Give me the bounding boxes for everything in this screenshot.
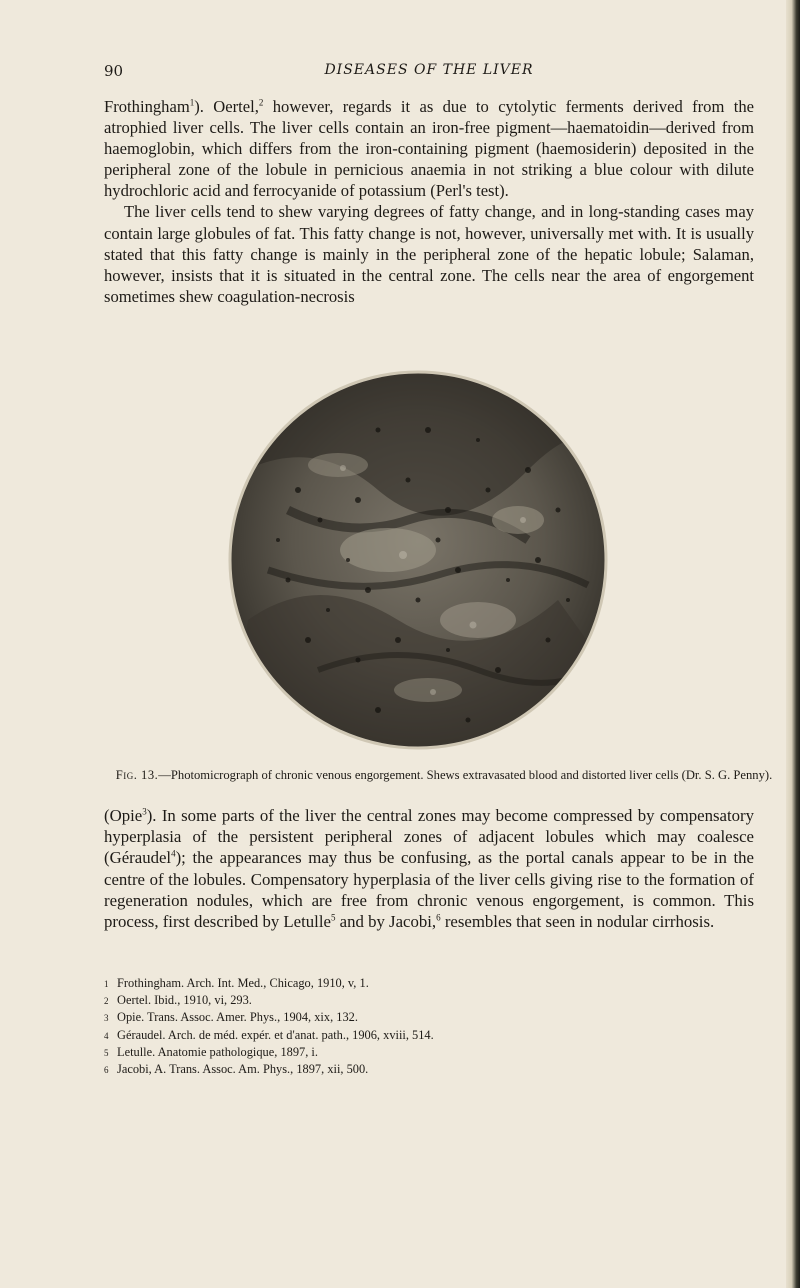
photomicrograph-figure: [228, 370, 608, 750]
footnotes: [104, 975, 764, 1078]
footnote: [104, 975, 764, 992]
footnote-number: 3: [104, 1013, 109, 1024]
footnote-number: 6: [104, 1065, 109, 1076]
page-header: [104, 62, 754, 84]
footnote-text: Oertel. Ibid., 1910, vi, 293.: [117, 993, 252, 1008]
footnote: [104, 1061, 764, 1078]
text-regeneration: ); the appearances may thus be confusing, as the portal canals appear to be in the centre of the lobules. Compensatory hyperplasia of the liver cells giving rise to the formation of regeneration nodules, which are free from chronic venous engorgement, is common. This process, first described by Letulle: [104, 848, 754, 932]
footnote-text: Letulle. Anatomie pathologique, 1897, i.: [117, 1044, 318, 1059]
photomicrograph-image: [228, 370, 608, 750]
footnote: [104, 1044, 764, 1061]
footnote: [104, 1027, 764, 1044]
paragraph-compensatory-hyperplasia: [104, 805, 754, 932]
text-central-zones: ). In some parts of the liver the central zones may become compressed by compensatory hyperplasia of the persistent peripheral zones of adjacent lobules which may coalesce (Géraudel: [104, 806, 754, 868]
footnote-number: 4: [104, 1030, 109, 1041]
footnote-text: Géraudel. Arch. de méd. expér. et d'anat. path., 1906, xviii, 514.: [117, 1027, 434, 1042]
footnote-ref-4[interactable]: 4: [171, 848, 176, 859]
footnote-number: 5: [104, 1047, 109, 1058]
footnote-text: Jacobi, A. Trans. Assoc. Am. Phys., 1897, xii, 500.: [117, 1062, 369, 1077]
footnote: [104, 1009, 764, 1026]
footnote-ref-5[interactable]: 5: [330, 912, 336, 923]
text-frothingham: Frothingham: [104, 97, 190, 116]
page-number: 90: [104, 62, 124, 80]
paragraph-fatty-change: [104, 96, 754, 307]
text-fatty-change: The liver cells tend to shew varying degrees of fatty change, and in long-standing cases may contain large globules of fat. This fatty change is not, however, universally met with. It is usually stated that this fatty change is mainly in the peripheral zone of the hepatic lobule; Salaman, however, insists that it is situated in the central zone. The cells near the area of engorgement sometimes shew coagulation-necrosis: [104, 202, 754, 306]
text-jacobi: and by Jacobi,: [335, 912, 437, 932]
footnote-ref-2[interactable]: 2: [258, 97, 264, 108]
footnote-text: Opie. Trans. Assoc. Amer. Phys., 1904, xix, 132.: [117, 1010, 358, 1025]
footnote-text: Frothingham. Arch. Int. Med., Chicago, 1910, v, 1.: [117, 976, 369, 990]
text-nodular-cirrhosis: resembles that seen in nodular cirrhosis.: [440, 912, 715, 932]
page-edge-shadow: [786, 0, 800, 1288]
footnote: [104, 992, 764, 1009]
text-pigment: however, regards it as due to cytolytic ferments derived from the atrophied liver cells. The liver cells contain an iron-free pigment—haematoidin—derived from haemoglobin, which differs from the iron-containing pigment (haemosiderin) deposited in the peripheral zone of the lobule in pernicious anaemia in not striking a blue colour with dilute hydrochloric acid and ferrocyanide of potassium (Perl's test).: [104, 97, 754, 201]
footnote-number: 2: [104, 996, 109, 1007]
text-oertel: ). Oertel,: [194, 97, 259, 116]
figure-caption-text: —Photomicrograph of chronic venous engorgement. Shews extravasated blood and distorted liver cells (Dr. S. G. Penny).: [158, 768, 773, 782]
footnote-ref-6[interactable]: 6: [436, 912, 441, 923]
figure-label: Fig. 13.: [115, 768, 159, 782]
figure-caption: [104, 768, 784, 783]
text-opie: (Opie: [104, 806, 143, 825]
footnote-ref-1[interactable]: 1: [189, 97, 195, 108]
footnote-number: 1: [104, 979, 109, 989]
footnote-ref-3[interactable]: 3: [142, 806, 147, 817]
running-head: DISEASES OF THE LIVER: [324, 62, 534, 78]
